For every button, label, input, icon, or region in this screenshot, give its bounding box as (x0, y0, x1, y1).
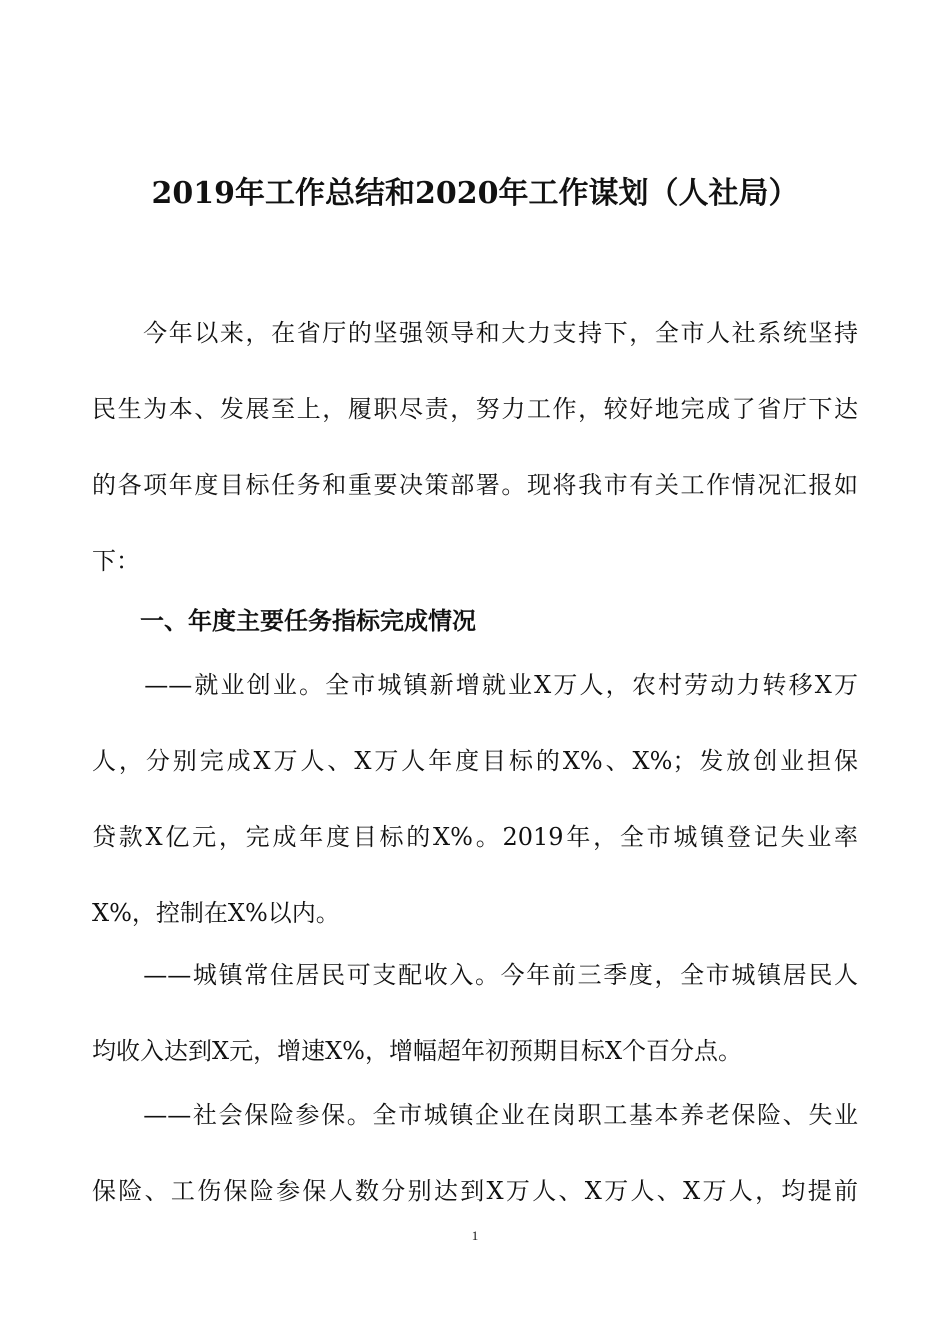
paragraph-line: ——社会保险参保。全市城镇企业在岗职工基本养老保险、失业 (92, 1101, 858, 1129)
section-heading: 一、年度主要任务指标完成情况 (92, 607, 476, 635)
paragraph-line: 民生为本、发展至上，履职尽责，努力工作，较好地完成了省厅下达 (92, 395, 858, 423)
paragraph-line: ——城镇常住居民可支配收入。今年前三季度，全市城镇居民人 (92, 961, 858, 989)
paragraph-line: 的各项年度目标任务和重要决策部署。现将我市有关工作情况汇报如 (92, 471, 858, 499)
page-number: 1 (471, 1228, 479, 1243)
paragraph-line: 下： (92, 547, 140, 575)
paragraph-line: 保险、工伤保险参保人数分别达到X万人、X万人、X万人，均提前 (92, 1177, 858, 1205)
paragraph-line: 今年以来，在省厅的坚强领导和大力支持下，全市人社系统坚持 (92, 319, 858, 347)
paragraph-line: 均收入达到X元，增速X%，增幅超年初预期目标X个百分点。 (92, 1037, 743, 1065)
paragraph-line: X%，控制在X%以内。 (92, 899, 340, 927)
paragraph-line: 贷款X亿元，完成年度目标的X%。2019年，全市城镇登记失业率 (92, 823, 858, 851)
paragraph-line: 人，分别完成X万人、X万人年度目标的X%、X%；发放创业担保 (92, 747, 858, 775)
paragraph-line: ——就业创业。全市城镇新增就业X万人，农村劳动力转移X万 (92, 671, 858, 699)
document-title: 2019年工作总结和2020年工作谋划（人社局） (151, 176, 799, 211)
